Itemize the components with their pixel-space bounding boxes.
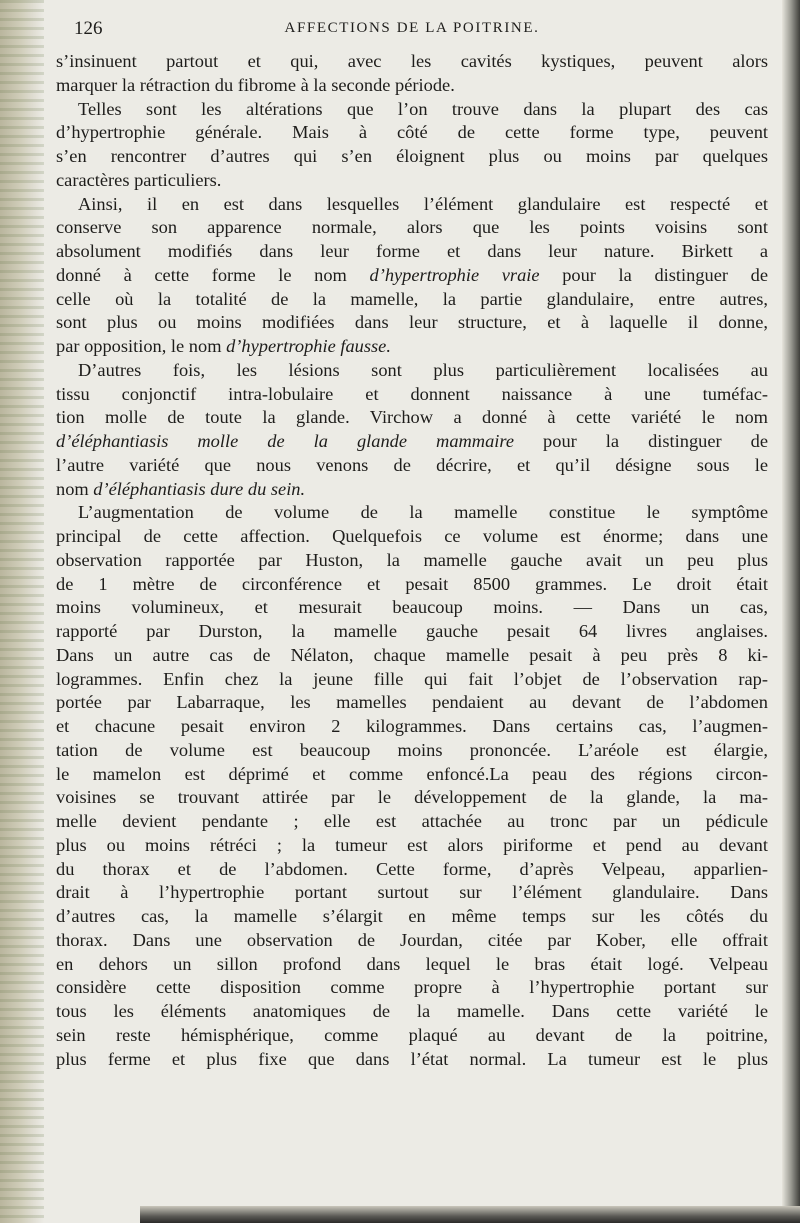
text-run: nom <box>56 478 94 499</box>
scan-right-edge <box>782 0 800 1223</box>
text-line: portée par Labarraque, les mamelles pendaient au devant de l’abdomen <box>56 692 768 713</box>
text-line: principal de cette affection. Quelquefois ce volume est énorme; dans une <box>56 526 768 546</box>
text-run: par opposition, le nom <box>56 336 227 356</box>
text-line: du thorax et de l’abdomen. Cette forme, d’après Velpeau, apparlien- <box>56 858 768 879</box>
text-line: tion molle de toute la glande. Virchow a donné à cette variété le nom <box>56 407 768 428</box>
text-line: en dehors un sillon profond dans lequel le bras était logé. Velpeau <box>56 953 768 974</box>
text-line: caractères particuliers. <box>56 169 222 190</box>
text-line: plus ferme et plus fixe que dans l’état normal. La tumeur est le plus <box>56 1048 768 1069</box>
text-line <box>56 478 768 502</box>
text-run: donné à cette forme le nom <box>56 264 370 285</box>
text-line: voisines se trouvant attirée par le développement de la glande, la ma- <box>56 787 768 808</box>
italic-term: d’éléphantiasis dure du sein. <box>93 478 306 499</box>
italic-term: d’hypertrophie fausse. <box>226 336 391 356</box>
italic-term: d’éléphantiasis molle de la glande mammaire <box>56 431 515 451</box>
text-line: s’insinuent partout et qui, avec les cavités kystiques, peuvent alors <box>56 51 768 71</box>
text-line: de 1 mètre de circonférence et pesait 8500 grammes. Le droit était <box>56 573 768 594</box>
text-line: tous les éléments anatomiques de la mamelle. Dans cette variété le <box>56 1001 768 1021</box>
text-line: logrammes. Enfin chez la jeune fille qui fait l’objet de l’observation rap- <box>56 668 768 689</box>
scan-left-edge <box>0 0 44 1223</box>
text-line: Dans un autre cas de Nélaton, chaque mamelle pesait à peu près 8 ki- <box>56 644 768 665</box>
text-line: d’hypertrophie générale. Mais à côté de cette forme type, peuvent <box>56 122 768 143</box>
text-line: l’autre variété que nous venons de décrire, et qu’il désigne sous le <box>56 454 768 475</box>
running-head: AFFECTIONS DE LA POITRINE. <box>284 20 540 36</box>
text-line <box>56 264 768 288</box>
book-page <box>56 14 768 1071</box>
text-line: L’augmentation de volume de la mamelle constitue le symptôme <box>78 502 768 523</box>
text-line: Telles sont les altérations que l’on trouve dans la plupart des cas <box>78 98 768 119</box>
text-line: moins volumineux, et mesurait beaucoup moins. — Dans un cas, <box>56 597 768 618</box>
text-line: celle où la totalité de la mamelle, la partie glandulaire, entre autres, <box>56 288 768 309</box>
text-line <box>56 430 768 454</box>
text-line: tissu conjonctif intra-lobulaire et donnent naissance à une tuméfac- <box>56 383 768 404</box>
text-run: pour la distinguer de <box>539 264 768 285</box>
page-number: 126 <box>74 18 103 39</box>
text-line: tation de volume est beaucoup moins prononcée. L’aréole est élargie, <box>56 739 768 760</box>
text-line: thorax. Dans une observation de Jourdan, citée par Kober, elle offrait <box>56 929 768 950</box>
text-line: drait à l’hypertrophie portant surtout sur l’élément glandulaire. Dans <box>56 882 768 903</box>
text-line: rapporté par Durston, la mamelle gauche pesait 64 livres anglaises. <box>56 621 768 641</box>
text-line: sont plus ou moins modifiées dans leur structure, et à laquelle il donne, <box>56 312 768 333</box>
body-text <box>56 50 768 1071</box>
text-line: sein reste hémisphérique, comme plaqué au devant de la poitrine, <box>56 1024 768 1045</box>
page-header <box>56 14 768 50</box>
text-line: s’en rencontrer d’autres qui s’en éloignent plus ou moins par quelques <box>56 146 768 166</box>
text-line: marquer la rétraction du fibrome à la seconde période. <box>56 74 455 95</box>
text-line: conserve son apparence normale, alors que les points voisins sont <box>56 217 768 238</box>
text-line: le mamelon est déprimé et comme enfoncé.La peau des régions circon- <box>56 763 768 784</box>
text-line <box>56 335 768 359</box>
text-line: plus ou moins rétréci ; la tumeur est alors piriforme et pend au devant <box>56 834 768 855</box>
text-line: considère cette disposition comme propre à l’hypertrophie portant sur <box>56 977 768 998</box>
text-line: observation rapportée par Huston, la mamelle gauche avait un peu plus <box>56 549 768 570</box>
text-line: D’autres fois, les lésions sont plus particulièrement localisées au <box>78 359 768 380</box>
text-run: pour la distinguer de <box>514 431 768 451</box>
text-line: melle devient pendante ; elle est attachée au tronc par un pédicule <box>56 811 768 831</box>
text-line: absolument modifiés dans leur forme et dans leur nature. Birkett a <box>56 241 768 261</box>
text-line: et chacune pesait environ 2 kilogrammes. Dans certains cas, l’augmen- <box>56 716 768 736</box>
text-line: Ainsi, il en est dans lesquelles l’élément glandulaire est respecté et <box>78 193 768 214</box>
text-line: d’autres cas, la mamelle s’élargit en même temps sur les côtés du <box>56 906 768 926</box>
scan-bottom-edge <box>140 1206 800 1223</box>
italic-term: d’hypertrophie vraie <box>369 264 540 285</box>
